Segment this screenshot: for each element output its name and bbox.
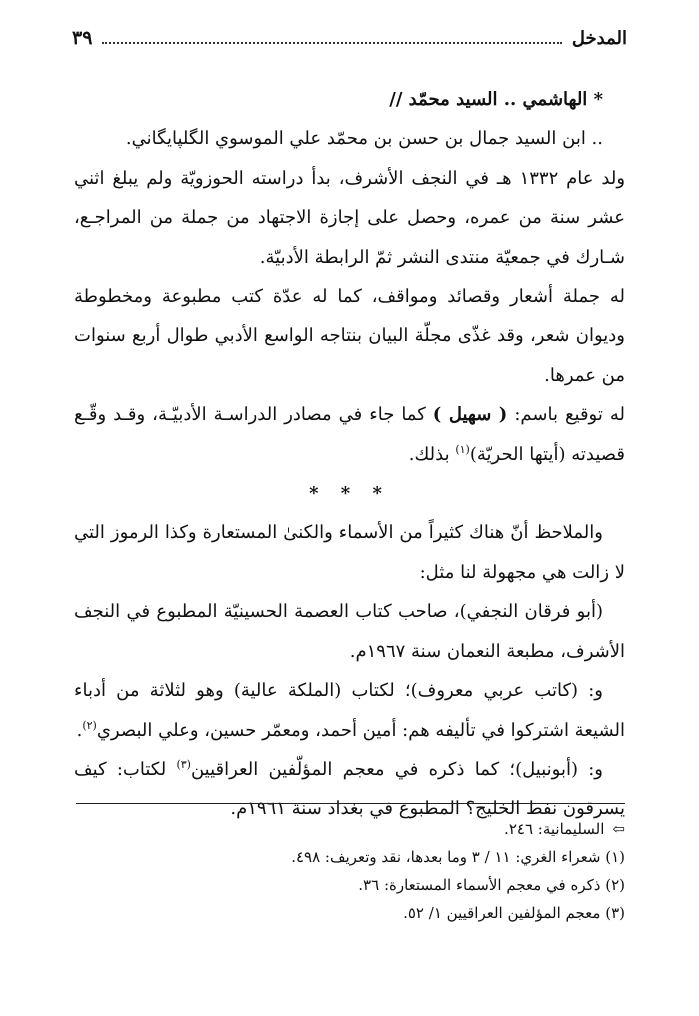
entry-paragraph	[74, 395, 625, 474]
footnote-ref: (٢)	[82, 718, 97, 732]
section-paragraph: (أبو فرقان النجفي)، صاحب كتاب العصمة الحسينيّة المطبوع في النجف الأشرف، مطبعة النعمان سنة ١٩٦٧م.	[74, 601, 625, 662]
footnote-item: (١) شعراء الغري: ١١ / ٣ وما بعدها، نقد وتعريف: ٤٩٨.	[291, 848, 625, 866]
paragraph-text: لكتاب: كيف يسرقون نفط الخليج؟ المطبوع في بغداد سنة ١٩٦١م.	[74, 758, 625, 820]
footnote-ref: (٣)	[176, 757, 191, 771]
footnote-item: (٢) ذكره في معجم الأسماء المستعارة: ٣٦.	[358, 876, 625, 894]
section-separator: * * *	[309, 483, 390, 505]
entry-paragraph: ولد عام ١٣٣٢ هـ في النجف الأشرف، بدأ دراسته الحوزويّة ولم يبلغ اثني عشر سنة من عمره، وحصل على إجازة الاجتهاد من جملة من المراجـع، شـارك في جمعيّة منتدى النشر ثمّ الرابطة الأدبيّة.	[74, 167, 626, 268]
paragraph-text: له توقيع باسم:	[507, 404, 625, 426]
main-text	[74, 80, 625, 829]
footnote-item: (٣) معجم المؤلفين العراقيين ١/ ٥٢.	[403, 904, 625, 922]
header-dot-leader	[102, 32, 561, 44]
paragraph-text: .	[76, 719, 83, 741]
entry-heading: * الهاشمي .. السيد محمّد //	[389, 89, 603, 110]
paragraph-text: و: (أبونبيل)؛ كما ذكره في معجم المؤلّفين العراقيين	[190, 758, 603, 780]
arrow-left-icon: ⇦	[612, 820, 625, 838]
footnote-rule	[76, 803, 625, 804]
page-number: ٣٩	[72, 27, 93, 49]
entry-name-line: .. ابن السيد جمال بن حسن بن محمّد علي الموسوي الگلپايگاني.	[125, 128, 603, 150]
footnotes	[74, 815, 625, 927]
section-paragraph	[74, 671, 625, 750]
header-title: المدخل	[571, 27, 627, 49]
paragraph-text: كما جاء في مصادر الدراسـة الأدبيّـة، وقـد وقّـع قصيدته (أيتها الحريّة)	[74, 404, 625, 465]
footnote-ref: (١)	[455, 442, 470, 456]
section-paragraph: والملاحظ أنّ هناك كثيراً من الأسماء والكنىٰ المستعارة وكذا الرموز التي لا زالت هي مجهولة لنا مثل:	[74, 522, 625, 583]
footnote-source	[74, 815, 625, 843]
pen-name: ( سهيل )	[432, 404, 508, 426]
paragraph-text: بذلك.	[408, 443, 456, 465]
paragraph-text: و: (كاتب عربي معروف)؛ لكتاب (الملكة عالية) وهو لثلاثة من أدباء الشيعة اشتركوا في تأليفه هم: أمين أحمد، ومعمّر حسين، وعلي البصري	[74, 680, 625, 741]
footnote-source-text: السليمانية: ٢٤٦.	[504, 820, 605, 838]
entry-paragraph: له جملة أشعار وقصائد ومواقف، كما له عدّة كتب مطبوعة ومخطوطة وديوان شعر، وقد غذّى مجلّة البيان بنتاجه الواسع الأدبي طوال أربع سنوات من عمرها.	[74, 286, 625, 386]
running-header	[72, 22, 627, 54]
